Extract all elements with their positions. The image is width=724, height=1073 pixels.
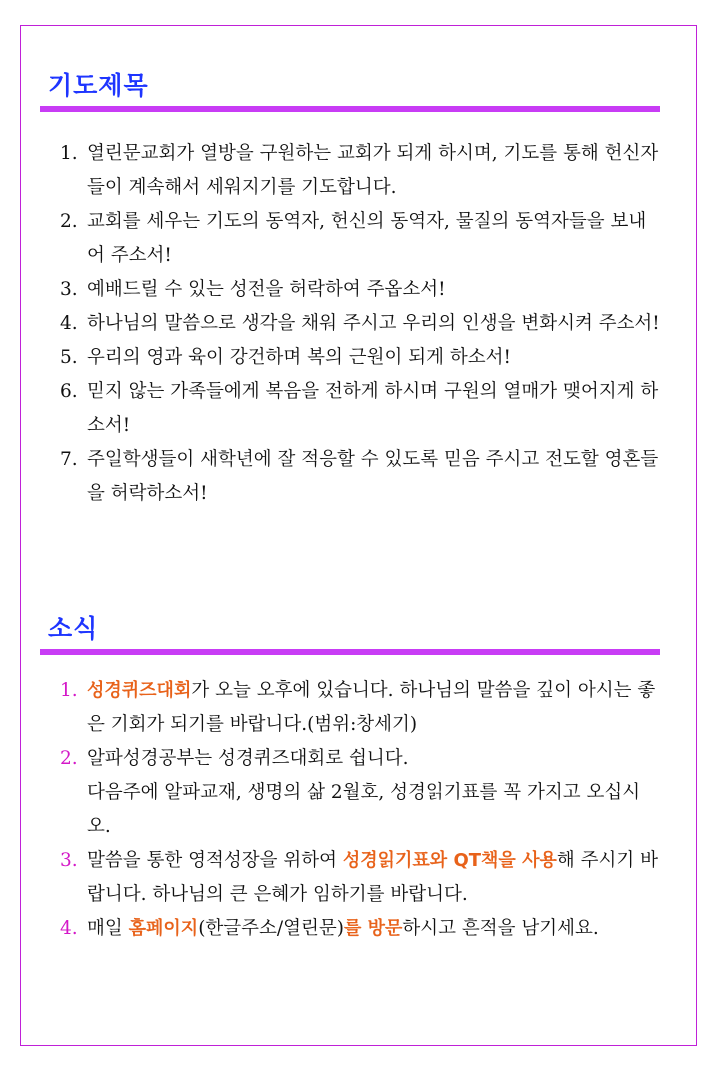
item-number: 7. — [60, 449, 78, 470]
prayer-section-rule — [40, 106, 660, 112]
item-text: 교회를 세우는 기도의 동역자, 헌신의 동역자, 물질의 동역자들을 보내어 주소서! — [87, 211, 647, 266]
list-item — [60, 273, 660, 307]
item-text: 하나님의 말씀으로 생각을 채워 주시고 우리의 인생을 변화시켜 주소서! — [87, 313, 660, 334]
list-item — [60, 443, 660, 511]
item-text: 해 주시기 바랍니다. 하나님의 큰 은혜가 임하기를 바랍니다. — [87, 850, 658, 905]
item-text: 다음주에 알파교재, 생명의 삶 2월호, 성경읽기표를 꼭 가지고 오십시오. — [87, 782, 641, 837]
item-text: 말씀을 통한 영적성장을 위하여 — [87, 850, 343, 871]
list-item — [60, 742, 660, 844]
item-number: 2. — [60, 211, 78, 232]
list-item — [60, 341, 660, 375]
reading-plan-highlight: 성경읽기표와 QT책을 사용 — [342, 850, 557, 871]
news-section-rule — [40, 649, 660, 655]
list-item — [60, 307, 660, 341]
news-list — [60, 674, 660, 946]
item-number: 5. — [60, 347, 78, 368]
item-number: 3. — [60, 850, 78, 871]
item-text: 열린문교회가 열방을 구원하는 교회가 되게 하시며, 기도를 통해 헌신자들이 계속해서 세워지기를 기도합니다. — [87, 143, 659, 198]
list-item — [60, 137, 660, 205]
item-number: 1. — [60, 680, 78, 701]
item-number: 6. — [60, 381, 78, 402]
homepage-highlight: 홈페이지 — [128, 918, 199, 939]
prayer-list — [60, 137, 660, 511]
list-item — [60, 844, 660, 912]
item-number: 4. — [60, 918, 78, 939]
item-number: 2. — [60, 748, 78, 769]
list-item — [60, 375, 660, 443]
item-text: 하시고 흔적을 남기세요. — [402, 918, 599, 939]
prayer-section-title: 기도제목 — [48, 71, 149, 100]
list-item — [60, 912, 660, 946]
quiz-contest-highlight: 성경퀴즈대회 — [87, 680, 192, 701]
item-number: 1. — [60, 143, 78, 164]
list-item — [60, 674, 660, 742]
item-text: 주일학생들이 새학년에 잘 적응할 수 있도록 믿음 주시고 전도할 영혼들을 허락하소서! — [87, 449, 659, 504]
item-number: 4. — [60, 313, 78, 334]
news-section-title: 소식 — [48, 614, 99, 643]
item-number: 3. — [60, 279, 78, 300]
item-text: 예배드릴 수 있는 성전을 허락하여 주옵소서! — [87, 279, 446, 300]
visit-highlight: 를 방문 — [343, 918, 403, 939]
item-text: 믿지 않는 가족들에게 복음을 전하게 하시며 구원의 열매가 맺어지게 하소서! — [87, 381, 659, 436]
item-text: 가 오늘 오후에 있습니다. 하나님의 말씀을 깊이 아시는 좋은 기회가 되기를 바랍니다.(범위:창세기) — [87, 680, 656, 735]
item-text: 매일 — [87, 918, 129, 939]
item-text: 알파성경공부는 성경퀴즈대회로 쉽니다. — [87, 748, 409, 769]
list-item — [60, 205, 660, 273]
item-text: (한글주소/열린문) — [198, 918, 344, 939]
item-text: 우리의 영과 육이 강건하며 복의 근원이 되게 하소서! — [87, 347, 511, 368]
